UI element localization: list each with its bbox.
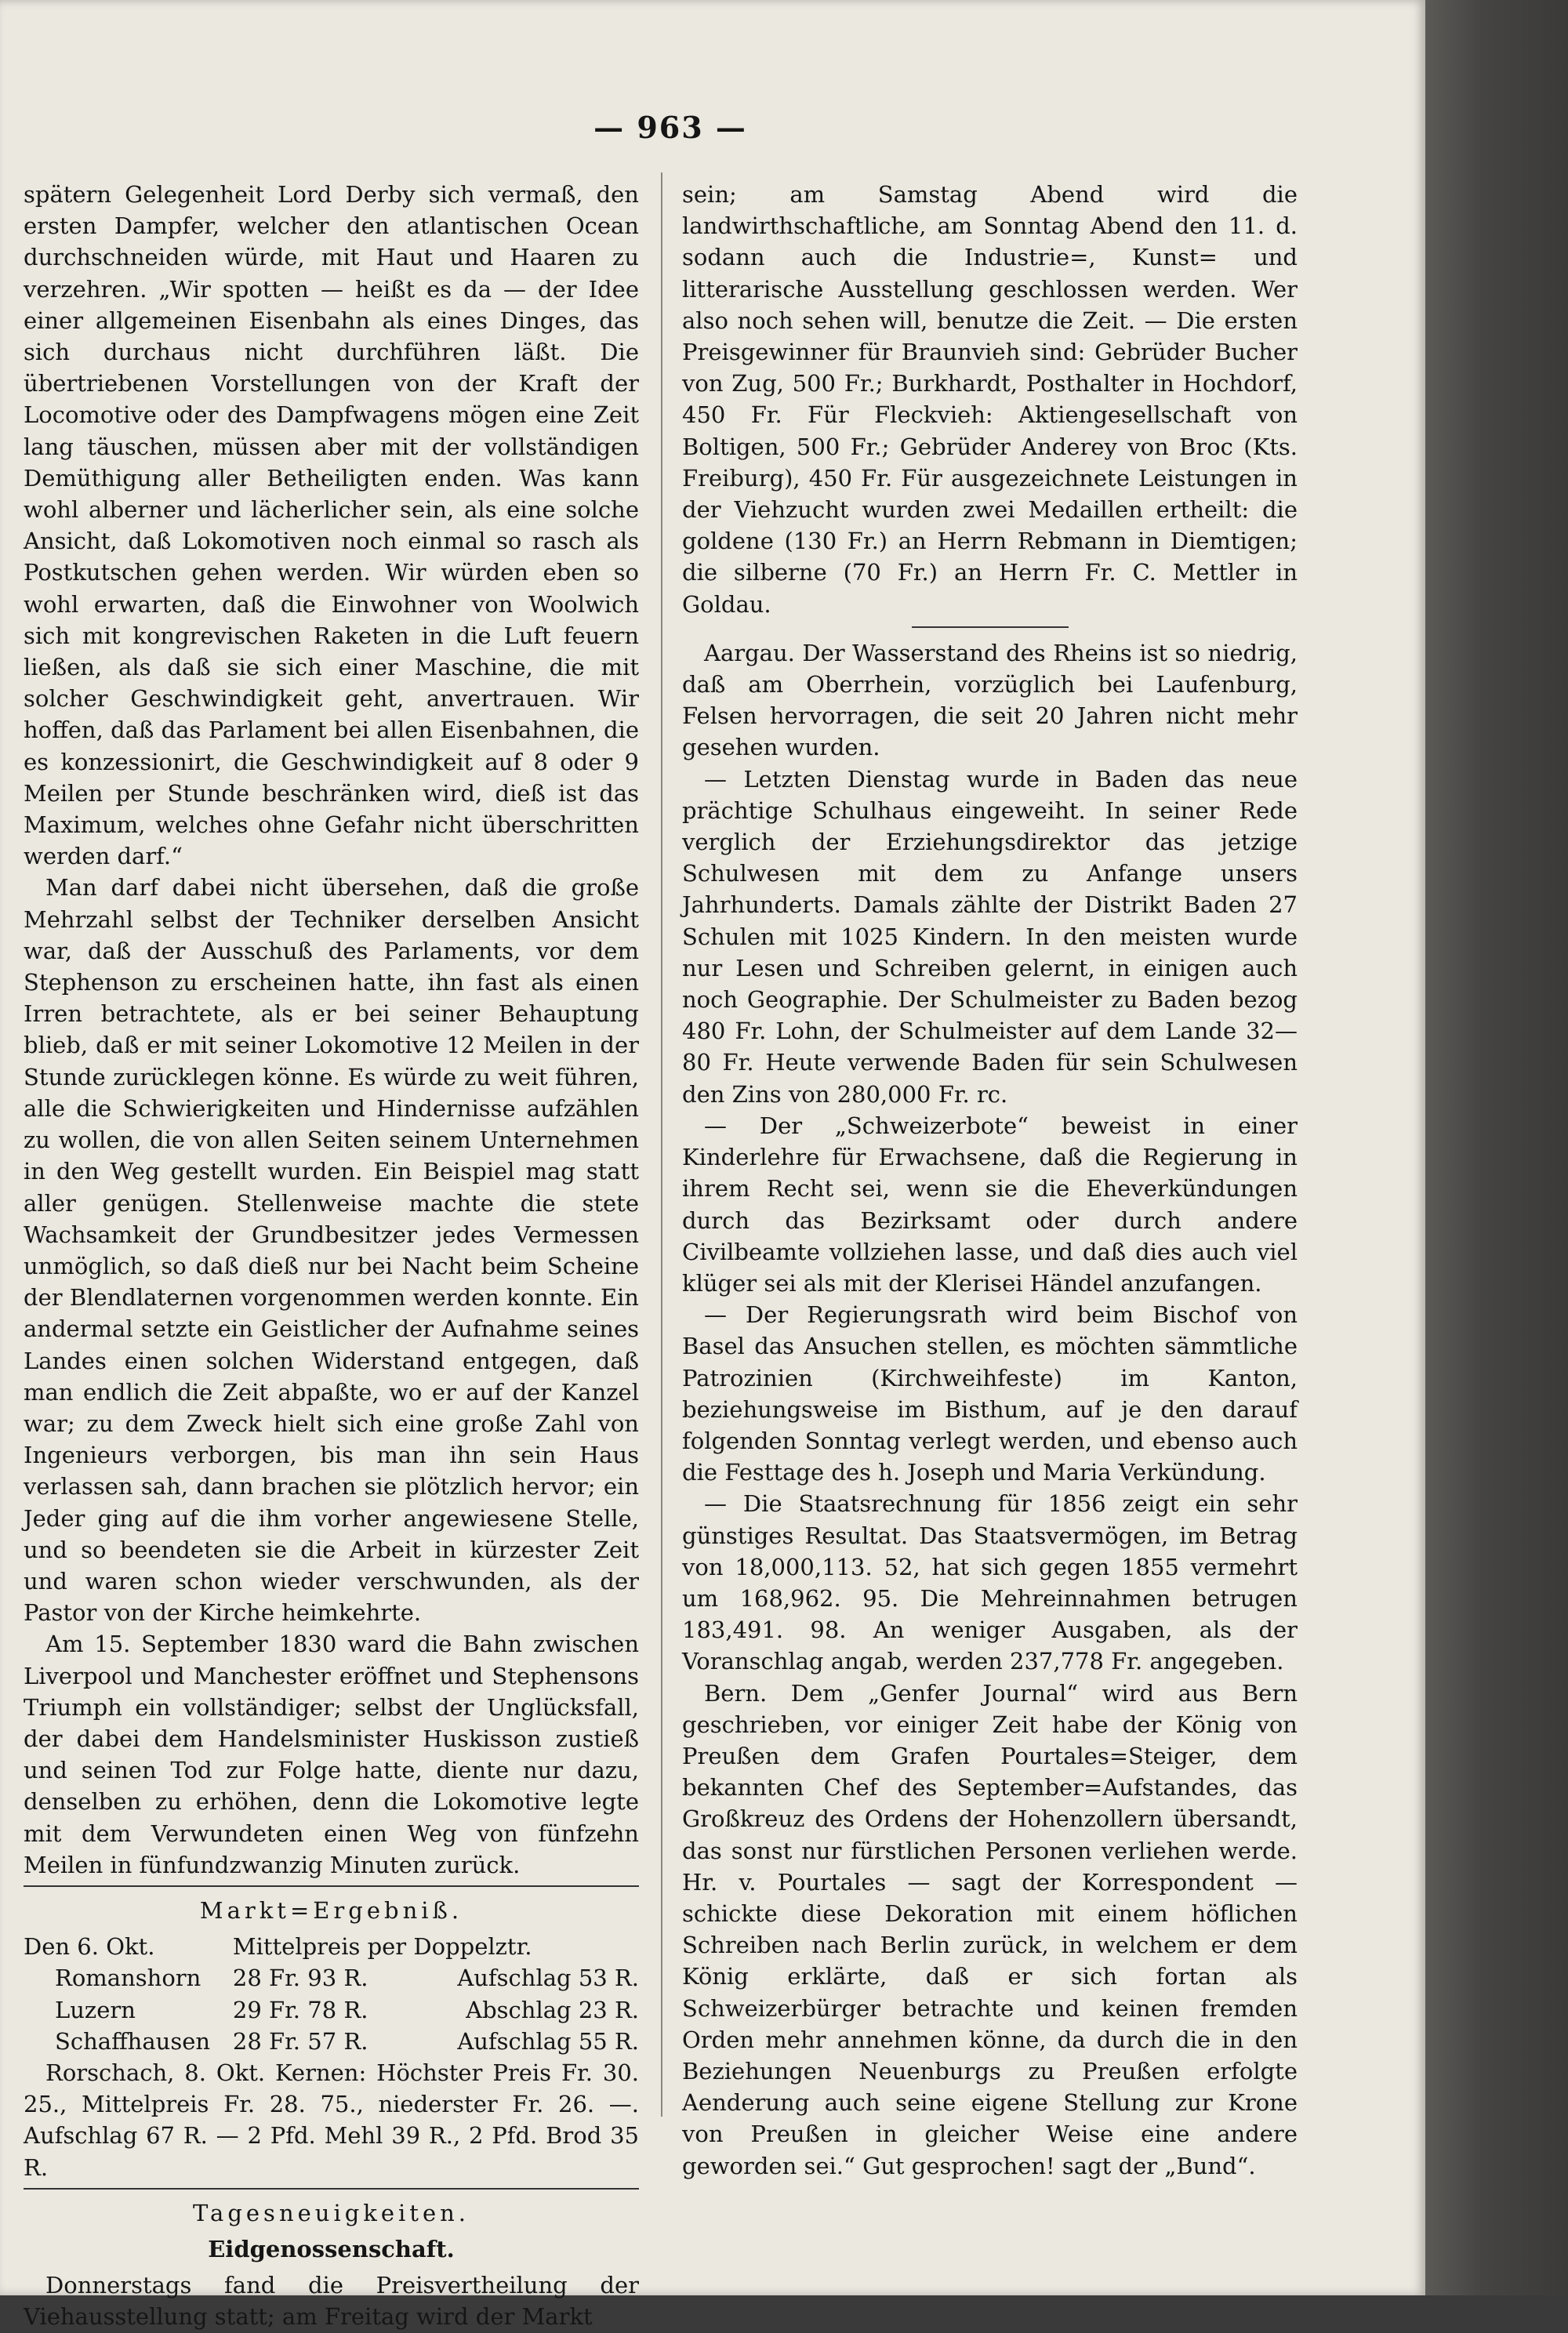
article-paragraph: — Der Regierungsrath wird beim Bischof von Basel das Ansuchen stellen, es möchten sämmtliche Patrozinien (Kirchweihfeste) im Kanton, beziehungsweise im Bisthum, auf je den darauf folgenden Sonntag verlegt werden, und ebenso auch die Festtage des h. Joseph und Maria Verkündung. (682, 1301, 1298, 1486)
section-rule (912, 626, 1069, 628)
market-change: Abschlag 23 R. (466, 1996, 639, 2023)
market-city: Luzern (55, 1996, 136, 2023)
table-row (24, 1994, 639, 2026)
article-paragraph: Man darf dabei nicht übersehen, daß die große Mehrzahl selbst der Techniker derselben Ansicht war, daß der Ausschuß des Parlaments, vor dem Stephenson zu erscheinen hatte, ihn fast als einen Irren betrachtete, als er bei seiner Behauptung blieb, daß er mit seiner Lokomotive 12 Meilen in der Stunde zurücklegen könne. Es würde zu weit führen, alle die Schwierigkeiten und Hindernisse aufzählen zu wollen, die von allen Seiten seinem Unternehmen in den Weg gestellt wurden. Ein Beispiel mag statt aller genügen. Stellenweise machte die stete Wachsamkeit der Grundbesitzer jedes Vermessen unmöglich, so daß dieß nur bei Nacht beim Scheine der Blendlaternen vorgenommen werden konnte. Ein andermal setzte ein Geistlicher der Aufnahme seines Landes einen solchen Widerstand entgegen, daß man endlich die Zeit abpaßte, wo er auf der Kanzel war; zu dem Zweck hielt sich eine große Zahl von Ingenieurs verborgen, bis man ihn sein Haus verlassen sah, dann brachen sie plötzlich hervor; ein Jeder ging auf die ihm vorher angewiesene Stelle, und so beendeten sie die Arbeit in kürzester Zeit und waren schon wieder verschwunden, als der Pastor von der Kirche heimkehrte. (24, 874, 639, 1627)
market-table (24, 1931, 639, 2057)
news-title: Tagesneuigkeiten. (192, 2199, 470, 2226)
article-paragraph: Am 15. September 1830 ward die Bahn zwischen Liverpool und Manchester eröffnet und Stephensons Triumph ein vollständiger; selbst der Unglücksfall, der dabei dem Handelsminister Huskisson zustieß und seinen Tod zur Folge hatte, diente nur dazu, denselben zu erhöhen, denn die Lokomotive legte mit dem Verwundeten einen Weg von fünfzehn Meilen in fünfundzwanzig Minuten zurück. (24, 1631, 639, 1878)
page-number: — 963 — (593, 110, 747, 145)
market-title: Markt=Ergebniß. (199, 1896, 463, 1924)
market-header: Mittelpreis per Doppelztr. (232, 1933, 532, 1961)
scan-margin (1425, 0, 1568, 2295)
market-change: Aufschlag 53 R. (457, 1965, 639, 1992)
market-price: 28 Fr. 93 R. (232, 1965, 368, 1992)
table-row (24, 2026, 639, 2057)
market-price: 28 Fr. 57 R. (232, 2027, 368, 2055)
news-subtitle: Eidgenossenschaft. (208, 2236, 455, 2262)
section-rule (24, 1885, 639, 1887)
article-paragraph: — Letzten Dienstag wurde in Baden das neue prächtige Schulhaus eingeweiht. In seiner Rede verglich der Erziehungsdirektor das jetzige Schulwesen mit dem zu Anfange unsers Jahrhunderts. Damals zählte der Distrikt Baden 27 Schulen mit 1025 Kindern. In den meisten wurde nur Lesen und Schreiben gelernt, in einigen auch noch Geographie. Der Schulmeister zu Baden bezog 480 Fr. Lohn, der Schulmeister auf dem Lande 32—80 Fr. Heute verwende Baden für sein Schulwesen den Zins von 280,000 Fr. rc. (682, 765, 1298, 1108)
market-city: Romanshorn (55, 1965, 201, 1992)
column-divider (661, 172, 662, 2117)
market-price: 29 Fr. 78 R. (232, 1996, 368, 2023)
table-row (24, 1962, 639, 1994)
article-paragraph: — Die Staatsrechnung für 1856 zeigt ein sehr günstiges Resultat. Das Staatsvermögen, im Betrag von 18,000,113. 52, hat sich gegen 1855 vermehrt um 168,962. 95. Die Mehreinnahmen betrugen 183,491. 98. An weniger Ausgaben, als der Voranschlag angab, werden 237,778 Fr. angegeben. (682, 1490, 1298, 1675)
market-date: Den 6. Okt. (24, 1933, 155, 1961)
market-rorschach: Rorschach, 8. Okt. Kernen: Höchster Preis Fr. 30. 25., Mittelpreis Fr. 28. 75., niederster Fr. 26. —. Aufschlag 67 R. — 2 Pfd. Mehl 39 R., 2 Pfd. Brod 35 R. (24, 2059, 639, 2181)
article-paragraph: Donnerstags fand die Preisvertheilung der Viehausstellung statt; am Freitag wird der Markt (24, 2272, 639, 2331)
article-paragraph: Bern. Dem „Genfer Journal“ wird aus Bern geschrieben, vor einiger Zeit habe der König von Preußen dem Grafen Pourtales=Steiger, dem bekannten Chef des September=Aufstandes, das Großkreuz des Ordens der Hohenzollern übersandt, das sonst nur fürstlichen Personen verliehen werde. Hr. v. Pourtales — sagt der Korrespondent — schickte diese Dekoration mit einem höflichen Schreiben nach Berlin zurück, in welchem er dem König erklärte, daß er sich fortan als Schweizerbürger betrachte und keinen fremden Orden mehr annehmen könne, da durch die in den Beziehungen Neuenburgs zu Preußen erfolgte Aenderung auch seine eigene Stellung zur Krone von Preußen in gleicher Weise eine andere geworden sei.“ Gut gesprochen! sagt der „Bund“. (682, 1679, 1298, 2179)
article-paragraph: Aargau. Der Wasserstand des Rheins ist so niedrig, daß am Oberrhein, vorzüglich bei Laufenburg, Felsen hervorragen, die seit 20 Jahren nicht mehr gesehen wurden. (682, 639, 1298, 761)
market-header-row (24, 1931, 639, 1962)
section-rule (24, 2188, 639, 2190)
article-paragraph: sein; am Samstag Abend wird die landwirthschaftliche, am Sonntag Abend den 11. d. sodann auch die Industrie=, Kunst= und litterarische Ausstellung geschlossen werden. Wer also noch sehen will, benutze die Zeit. — Die ersten Preisgewinner für Braunvieh sind: Gebrüder Bucher von Zug, 500 Fr.; Burkhardt, Posthalter in Hochdorf, 450 Fr. Für Fleckvieh: Aktiengesellschaft von Boltigen, 500 Fr.; Gebrüder Anderey von Broc (Kts. Freiburg), 450 Fr. Für ausgezeichnete Leistungen in der Viehzucht wurden zwei Medaillen ertheilt: die goldene (130 Fr.) an Herrn Rebmann in Diemtigen; die silberne (70 Fr.) an Herrn Fr. C. Mettler in Goldau. (682, 181, 1298, 618)
right-column (682, 179, 1298, 2182)
market-city: Schaffhausen (55, 2027, 211, 2055)
market-change: Aufschlag 55 R. (457, 2027, 639, 2055)
left-column (24, 179, 639, 2333)
article-paragraph: spätern Gelegenheit Lord Derby sich vermaß, den ersten Dampfer, welcher den atlantischen Ocean durchschneiden würde, mit Haut und Haaren zu verzehren. „Wir spotten — heißt es da — der Idee einer allgemeinen Eisenbahn als eines Dinges, das sich durchaus nicht durchführen läßt. Die übertriebenen Vorstellungen von der Kraft der Locomotive oder des Dampfwagens mögen eine Zeit lang täuschen, müssen aber mit der vollständigen Demüthigung aller Betheiligten enden. Was kann wohl alberner und lächerlicher sein, als eine solche Ansicht, daß Lokomotiven noch einmal so rasch als Postkutschen gehen werden. Wir würden eben so wohl erwarten, daß die Einwohner von Woolwich sich mit kongrevischen Raketen in die Luft feuern ließen, als daß sie sich einer Maschine, die mit solcher Geschwindigkeit geht, anvertrauen. Wir hoffen, daß das Parlament bei allen Eisenbahnen, die es konzessionirt, die Geschwindigkeit auf 8 oder 9 Meilen per Stunde beschränken wird, dieß ist das Maximum, welches ohne Gefahr nicht überschritten werden darf.“ (24, 181, 639, 870)
article-paragraph: — Der „Schweizerbote“ beweist in einer Kinderlehre für Erwachsene, daß die Regierung in ihrem Recht sei, wenn sie die Eheverkündungen durch das Bezirksamt oder durch andere Civilbeamte vollziehen lasse, und daß dies auch viel klüger sei als mit der Klerisei Händel anzufangen. (682, 1112, 1298, 1297)
